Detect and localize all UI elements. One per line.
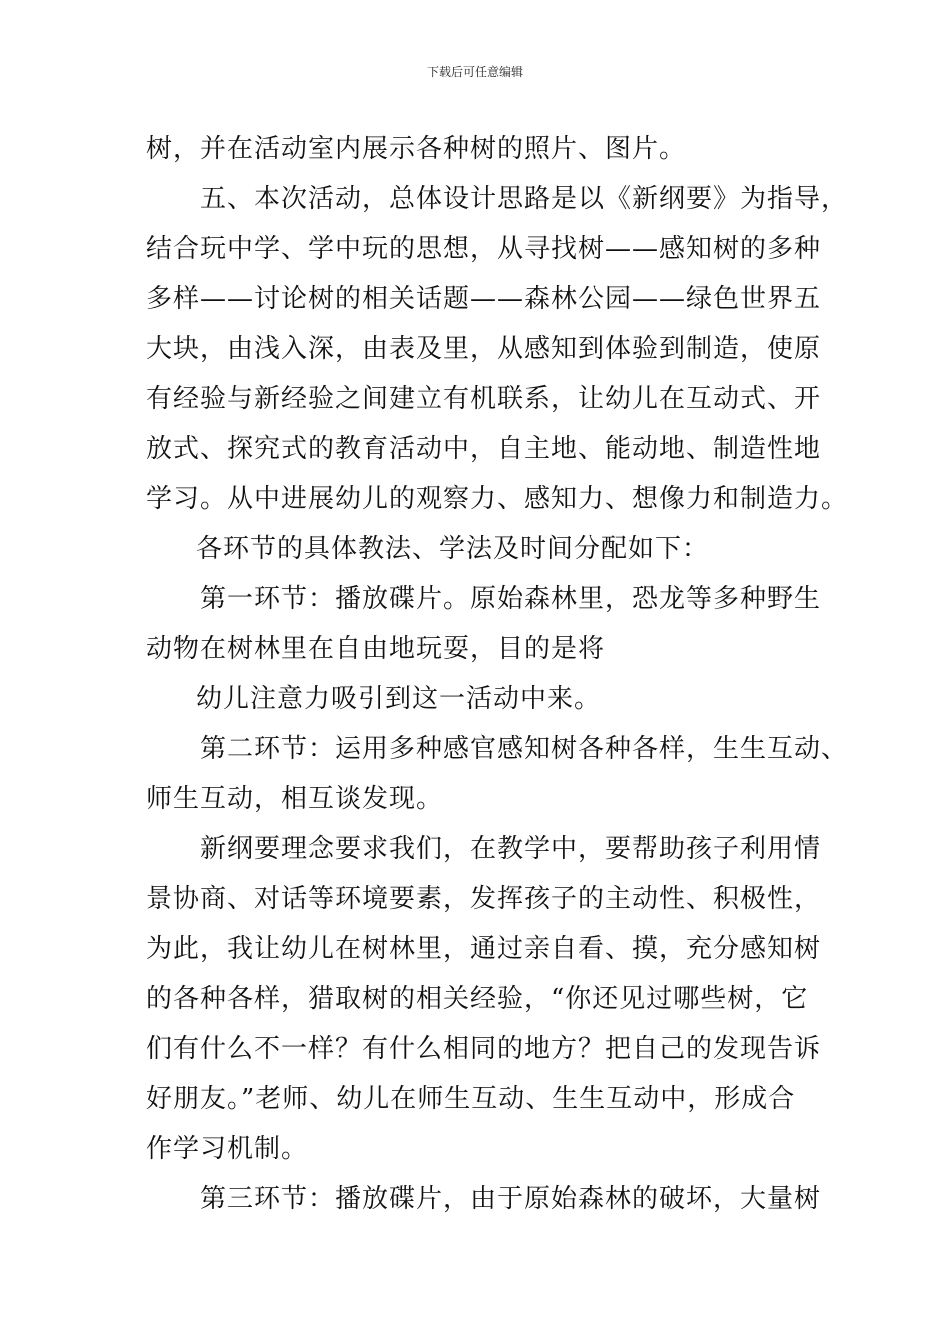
text-line: 新纲要理念要求我们，在教学中，要帮助孩子利用情 [200, 834, 822, 864]
text-line: 第三环节：播放碟片，由于原始森林的破坏，大量树 [200, 1184, 822, 1214]
text-line: 师生互动，相互谈发现。 [146, 784, 444, 814]
text-line: 大块，由浅入深，由表及里，从感知到体验到制造，使原 [146, 334, 822, 364]
text-line: 的各种各样，猎取树的相关经验，“你还见过哪些树，它 [146, 984, 809, 1014]
text-line: 放式、探究式的教育活动中，自主地、能动地、制造性地 [146, 434, 822, 464]
page-header: 下载后可任意编辑 [426, 65, 523, 79]
text-line: 学习。从中进展幼儿的观察力、感知力、想像力和制造力。 [146, 484, 849, 514]
text-line: 结合玩中学、学中玩的思想，从寻找树——感知树的多种 [146, 234, 822, 264]
text-line: 五、本次活动，总体设计思路是以《新纲要》为指导， [200, 184, 849, 214]
text-line: 们有什么不一样？有什么相同的地方？把自己的发现告诉 [146, 1034, 822, 1064]
text-line: 作学习机制。 [146, 1134, 309, 1164]
text-line: 第二环节：运用多种感官感知树各种各样，生生互动、 [200, 734, 849, 764]
text-line: 景协商、对话等环境要素，发挥孩子的主动性、积极性， [146, 884, 822, 914]
text-line: 为此，我让幼儿在树林里，通过亲自看、摸，充分感知树 [146, 934, 822, 964]
text-line: 幼儿注意力吸引到这一活动中来。 [196, 684, 602, 714]
text-line: 有经验与新经验之间建立有机联系，让幼儿在互动式、开 [146, 384, 822, 414]
text-line: 动物在树林里在自由地玩耍，目的是将 [146, 634, 606, 664]
text-line: 第一环节：播放碟片。原始森林里，恐龙等多种野生 [200, 584, 822, 614]
text-line: 各环节的具体教法、学法及时间分配如下： [196, 534, 710, 564]
text-line: 好朋友。”老师、幼儿在师生互动、生生互动中，形成合 [146, 1084, 796, 1114]
text-line: 树，并在活动室内展示各种树的照片、图片。 [146, 134, 687, 164]
text-line: 多样——讨论树的相关话题——森林公园——绿色世界五 [146, 284, 822, 314]
